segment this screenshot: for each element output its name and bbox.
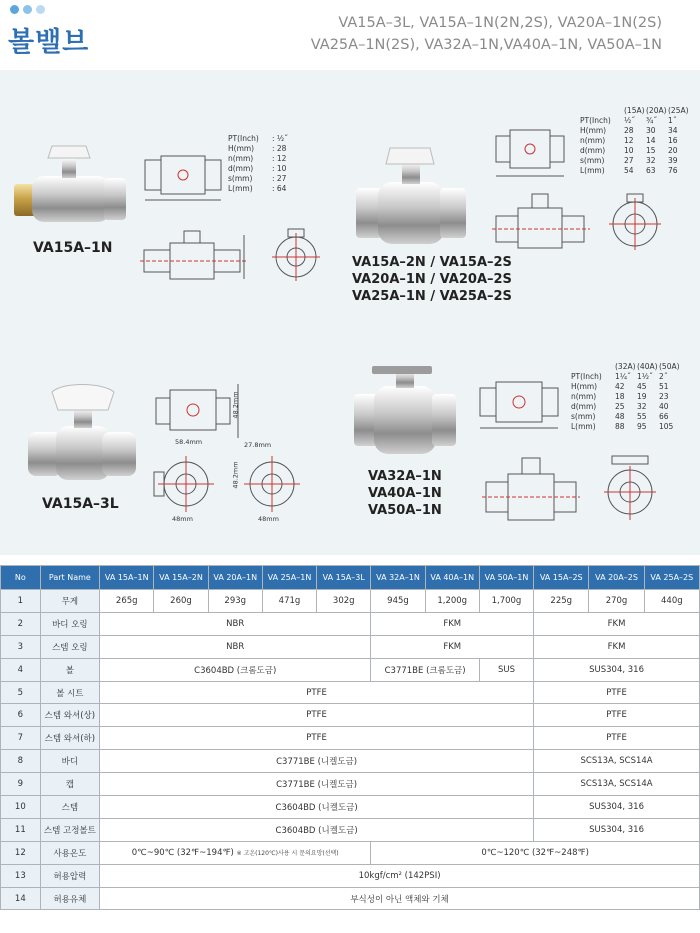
table-row	[1, 727, 700, 750]
page-header	[0, 0, 700, 70]
header-va20a-2s: VA 20A–2S	[589, 566, 644, 590]
table-cell: PTFE	[534, 681, 700, 704]
va15a-2n-label-line-3: VA25A–1N / VA25A–2S	[352, 289, 512, 304]
va15a-3l-dim-b1: 48mm	[172, 515, 193, 523]
table-row	[1, 773, 700, 796]
table-cell: C3771BE (니켈도금)	[100, 773, 534, 796]
table-row	[1, 796, 700, 819]
table-cell: FKM	[371, 612, 534, 635]
table-cell: SCS13A, SCS14A	[534, 750, 700, 773]
va15a-3l-dim-w2: 27.8mm	[244, 441, 272, 449]
row-part-name: 스템 오링	[40, 635, 99, 658]
table-row	[1, 612, 700, 635]
va32a-1n-label-line-1: VA32A–1N	[368, 469, 442, 484]
row-no: 3	[1, 635, 41, 658]
table-cell: C3771BE (크롬도금)	[371, 658, 480, 681]
va15a-3l-drawing-end	[236, 452, 308, 516]
table-cell: 10kgf/cm² (142PSI)	[100, 864, 700, 887]
table-row	[1, 704, 700, 727]
table-cell: 260g	[154, 590, 208, 613]
table-cell: 302g	[317, 590, 371, 613]
va32a-1n-label-line-2: VA40A–1N	[368, 486, 442, 501]
table-cell: FKM	[371, 635, 534, 658]
temp-note: ※ 고온(120℃)사용 시 문의요망(선택)	[236, 849, 339, 857]
va15a-3l-drawing-front	[150, 452, 226, 516]
table-row	[1, 635, 700, 658]
va15a-1n-photo	[12, 142, 132, 232]
table-cell: C3604BD (니켈도금)	[100, 796, 534, 819]
table-cell: PTFE	[100, 704, 534, 727]
table-row	[1, 590, 700, 613]
va15a-2n-label-line-2: VA20A–1N / VA20A–2S	[352, 272, 512, 287]
table-cell: SUS304, 316	[534, 658, 700, 681]
table-row	[1, 864, 700, 887]
va15a-3l-dim-b2: 48mm	[258, 515, 279, 523]
table-cell: C3771BE (니켈도금)	[100, 750, 534, 773]
row-part-name: 허용유체	[40, 887, 99, 910]
table-row	[1, 887, 700, 910]
header-dots	[10, 5, 45, 14]
va32a-1n-photo	[350, 360, 460, 460]
row-part-name: 허용압력	[40, 864, 99, 887]
table-cell: 265g	[100, 590, 154, 613]
row-part-name: 스템 고정볼트	[40, 818, 99, 841]
table-row	[1, 818, 700, 841]
va15a-3l-dim-h1: 48.2mm	[231, 391, 240, 419]
row-part-name: 스템	[40, 796, 99, 819]
table-cell: PTFE	[100, 681, 534, 704]
header-no: No	[1, 566, 41, 590]
row-part-name: 스템 와셔(하)	[40, 727, 99, 750]
model-list-line-2: VA25A–1N(2S), VA32A–1N,VA40A–1N, VA50A–1N	[310, 37, 662, 53]
table-cell: NBR	[100, 612, 371, 635]
material-spec-table	[0, 565, 700, 910]
va15a-1n-drawing-side	[140, 225, 250, 285]
table-cell: C3604BD (니켈도금)	[100, 818, 534, 841]
va15a-1n-drawing-end	[268, 225, 328, 285]
va32a-1n-drawing-end	[598, 450, 668, 524]
table-cell: 1,200g	[425, 590, 479, 613]
temp-range-standard: 0℃~90℃ (32℉~194℉)	[131, 847, 234, 858]
header-part-name: Part Name	[40, 566, 99, 590]
row-no: 2	[1, 612, 41, 635]
table-header-row	[1, 566, 700, 590]
table-cell: 293g	[208, 590, 262, 613]
table-cell: 0℃~120℃ (32℉~248℉)	[371, 841, 700, 864]
va32a-1n-drawing-side	[482, 450, 582, 524]
table-cell: SUS304, 316	[534, 796, 700, 819]
row-no: 6	[1, 704, 41, 727]
row-part-name: 캡	[40, 773, 99, 796]
table-cell: PTFE	[534, 704, 700, 727]
header-va50a-1n: VA 50A–1N	[479, 566, 533, 590]
header-va25a-1n: VA 25A–1N	[262, 566, 316, 590]
va15a-3l-label: VA15A–3L	[42, 496, 119, 512]
header-va32a-1n: VA 32A–1N	[371, 566, 425, 590]
dot-2	[23, 5, 32, 14]
page-title: 볼밸브	[8, 27, 90, 58]
table-cell: SUS304, 316	[534, 818, 700, 841]
table-row	[1, 681, 700, 704]
va15a-2n-labels	[352, 254, 512, 305]
va15a-1n-drawing-top	[140, 150, 230, 205]
model-list	[311, 12, 662, 56]
row-part-name: 볼 시트	[40, 681, 99, 704]
table-cell: 270g	[589, 590, 644, 613]
va32a-1n-label-line-3: VA50A–1N	[368, 503, 442, 518]
row-no: 8	[1, 750, 41, 773]
table-row	[1, 841, 700, 864]
table-cell: 471g	[262, 590, 316, 613]
va32a-1n-spec: (32A) (40A) (50A) PT(Inch) 1¼˝ 1½˝ 2˝ H(mm) 42 45 51 n(mm) 18 19 23 d(mm) 25 32 40 s(mm) 48 55 66 L(mm) 88 95 105	[571, 362, 680, 431]
table-cell: 945g	[371, 590, 425, 613]
row-part-name: 사용온도	[40, 841, 99, 864]
va15a-2n-drawing-side	[492, 188, 592, 254]
table-cell: PTFE	[534, 727, 700, 750]
table-cell: 부식성이 아닌 액체와 기체	[100, 887, 700, 910]
header-va15a-1n: VA 15A–1N	[100, 566, 154, 590]
row-no: 14	[1, 887, 41, 910]
va15a-2n-spec: (15A) (20A) (25A) PT(Inch) ½˝ ¾˝ 1˝ H(mm) 28 30 34 n(mm) 12 14 16 d(mm) 10 15 20 s(mm) 27 32 39 L(mm) 54 63 76	[580, 106, 689, 175]
row-no: 13	[1, 864, 41, 887]
table-cell: SUS	[479, 658, 533, 681]
table-cell: 225g	[534, 590, 589, 613]
row-no: 1	[1, 590, 41, 613]
table-cell: SCS13A, SCS14A	[534, 773, 700, 796]
va15a-2n-drawing-end	[605, 188, 669, 254]
table-cell	[100, 841, 371, 864]
row-part-name: 스템 와셔(상)	[40, 704, 99, 727]
product-catalog	[0, 70, 700, 555]
header-va25a-2s: VA 25A–2S	[644, 566, 699, 590]
row-part-name: 볼	[40, 658, 99, 681]
row-no: 12	[1, 841, 41, 864]
va15a-2n-drawing-top	[492, 122, 572, 182]
row-part-name: 바디 오링	[40, 612, 99, 635]
header-va15a-2n: VA 15A–2N	[154, 566, 208, 590]
dot-1	[10, 5, 19, 14]
row-no: 11	[1, 818, 41, 841]
header-va20a-1n: VA 20A–1N	[208, 566, 262, 590]
table-cell: NBR	[100, 635, 371, 658]
va15a-3l-photo	[22, 382, 142, 486]
table-cell: 1,700g	[479, 590, 533, 613]
material-table	[0, 565, 700, 910]
va32a-1n-drawing-top	[476, 374, 566, 434]
row-part-name: 바디	[40, 750, 99, 773]
table-cell: C3604BD (크롬도금)	[100, 658, 371, 681]
row-no: 5	[1, 681, 41, 704]
row-no: 7	[1, 727, 41, 750]
model-list-line-1: VA15A–3L, VA15A–1N(2N,2S), VA20A–1N(2S)	[338, 15, 662, 31]
va32a-1n-labels	[368, 468, 442, 519]
header-va15a-2s: VA 15A–2S	[534, 566, 589, 590]
row-no: 10	[1, 796, 41, 819]
row-part-name: 무게	[40, 590, 99, 613]
header-va15a-3l: VA 15A–3L	[317, 566, 371, 590]
va15a-3l-dim-h2: 48.2mm	[231, 461, 240, 489]
dot-3	[36, 5, 45, 14]
va15a-1n-label: VA15A–1N	[33, 240, 113, 256]
table-cell: FKM	[534, 612, 700, 635]
table-row	[1, 658, 700, 681]
header-va40a-1n: VA 40A–1N	[425, 566, 479, 590]
va15a-2n-label-line-1: VA15A–2N / VA15A–2S	[352, 255, 512, 270]
table-cell: PTFE	[100, 727, 534, 750]
va15a-2n-photo	[352, 142, 470, 252]
va15a-3l-dim-w1: 58.4mm	[175, 438, 203, 446]
row-no: 4	[1, 658, 41, 681]
table-cell: FKM	[534, 635, 700, 658]
table-cell: 440g	[644, 590, 699, 613]
row-no: 9	[1, 773, 41, 796]
table-row	[1, 750, 700, 773]
va15a-1n-spec: PT(Inch) : ½˝ H(mm) : 28 n(mm) : 12 d(mm) : 10 s(mm) : 27 L(mm) : 64	[228, 134, 288, 193]
